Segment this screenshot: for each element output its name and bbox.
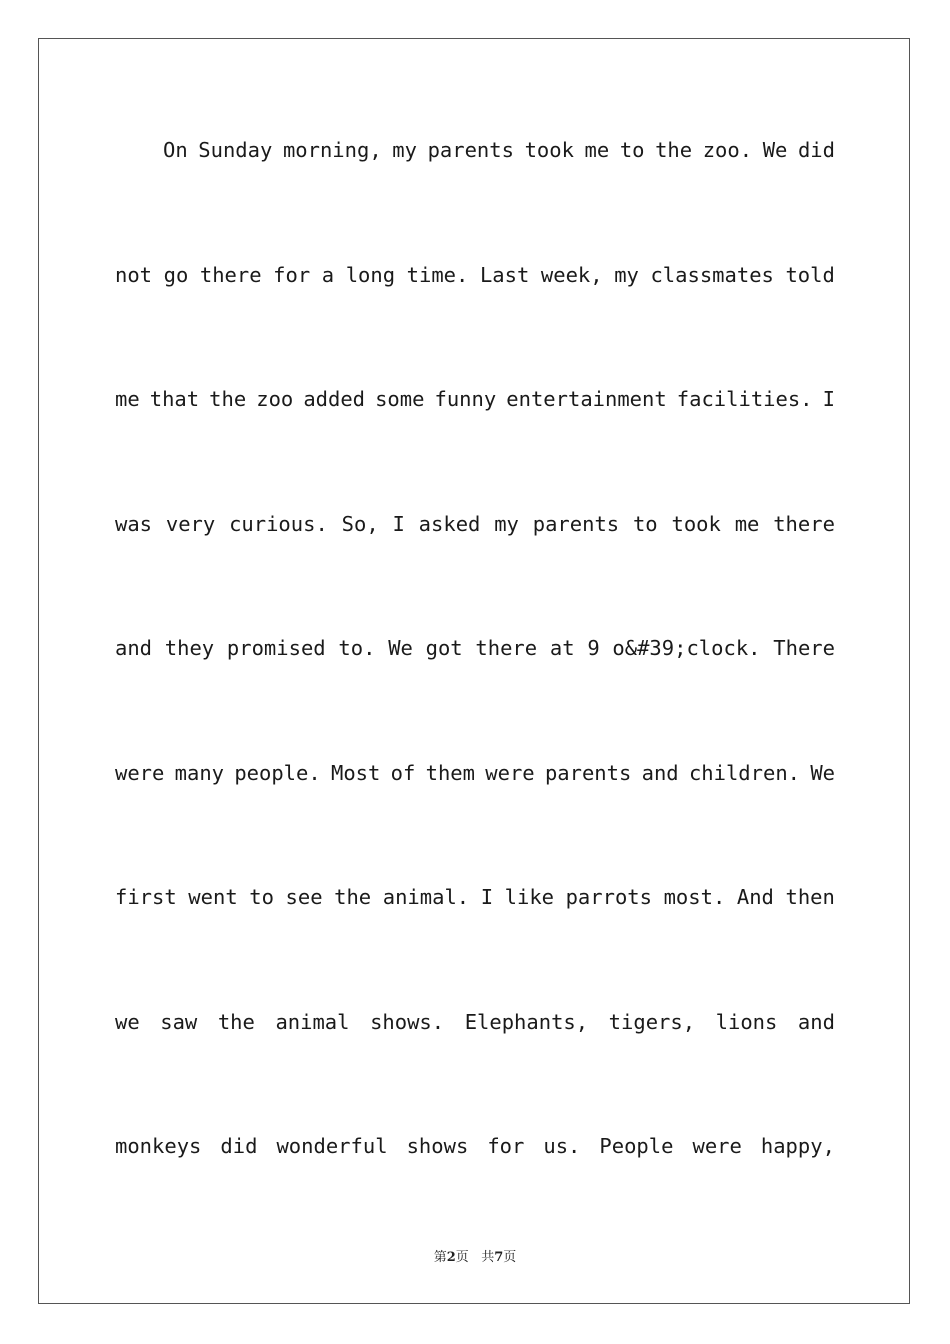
text-word: first xyxy=(115,885,177,909)
text-word: to xyxy=(619,138,645,162)
text-word: were xyxy=(115,761,165,785)
text-word: there xyxy=(475,636,538,660)
text-word: at xyxy=(549,636,575,660)
text-line xyxy=(115,260,835,290)
text-word: went xyxy=(188,885,238,909)
text-word: There xyxy=(773,636,835,660)
text-word: and xyxy=(115,636,153,660)
text-word: me xyxy=(734,512,760,536)
text-word: and xyxy=(797,1010,835,1034)
text-word: asked xyxy=(418,512,481,536)
text-word: most. xyxy=(663,885,726,909)
text-word: there xyxy=(199,263,262,287)
text-line xyxy=(115,633,835,663)
text-word: animal xyxy=(275,1010,350,1034)
text-word: On xyxy=(163,138,188,162)
text-word: facilities. xyxy=(676,387,813,411)
text-word: did xyxy=(220,1134,258,1158)
text-word: curious. xyxy=(229,512,328,536)
text-word: I xyxy=(392,512,405,536)
text-word: see xyxy=(285,885,323,909)
text-word: they xyxy=(164,636,215,660)
text-word: Most xyxy=(331,761,381,785)
text-word: tigers, xyxy=(608,1010,696,1034)
text-word: monkeys xyxy=(115,1134,202,1158)
text-word: entertainment xyxy=(506,387,667,411)
text-word: 9 xyxy=(587,636,600,660)
page-frame xyxy=(38,38,910,1304)
total-page-number: 7 xyxy=(494,1250,504,1265)
text-line xyxy=(115,509,835,539)
text-word: we xyxy=(115,1010,140,1034)
text-word: to xyxy=(632,512,658,536)
text-word: my xyxy=(494,512,519,536)
text-word: of xyxy=(390,761,416,785)
text-word: We xyxy=(810,761,835,785)
text-line xyxy=(115,384,835,414)
page-footer xyxy=(0,1246,950,1265)
text-word: to xyxy=(249,885,274,909)
text-word: classmates xyxy=(650,263,774,287)
text-word: go xyxy=(163,263,189,287)
text-word: parrots xyxy=(565,885,652,909)
text-word: some xyxy=(375,387,425,411)
text-word: Last xyxy=(479,263,530,287)
text-word: me xyxy=(115,387,140,411)
text-line xyxy=(163,135,835,165)
text-word: the xyxy=(217,1010,255,1034)
text-word: And xyxy=(736,885,774,909)
text-word: us. xyxy=(543,1134,581,1158)
footer-total-prefix: 共 xyxy=(481,1250,495,1265)
text-line xyxy=(115,758,835,788)
text-word: saw xyxy=(160,1010,198,1034)
text-word: zoo. xyxy=(702,138,753,162)
text-word: were xyxy=(692,1134,742,1158)
text-word: told xyxy=(785,263,835,287)
text-line xyxy=(115,1131,835,1161)
text-word: added xyxy=(303,387,366,411)
footer-total-word: 页 xyxy=(503,1250,517,1265)
text-line xyxy=(115,1007,835,1037)
text-word: People xyxy=(599,1134,674,1158)
text-word: for xyxy=(273,263,311,287)
text-word: many xyxy=(174,761,225,785)
text-word: I xyxy=(480,885,494,909)
text-word: I xyxy=(822,387,835,411)
text-word: very xyxy=(165,512,216,536)
text-word: Sunday xyxy=(198,138,273,162)
text-word: animal. xyxy=(382,885,470,909)
text-word: there xyxy=(773,512,835,536)
text-word: wonderful xyxy=(276,1134,388,1158)
text-word: promised xyxy=(226,636,326,660)
text-word: took xyxy=(524,138,574,162)
text-word: o&#39;clock. xyxy=(612,636,761,660)
text-word: children. xyxy=(688,761,801,785)
text-word: for xyxy=(487,1134,525,1158)
footer-page-word: 页 xyxy=(455,1250,469,1265)
text-word: then xyxy=(785,885,835,909)
text-word: me xyxy=(584,138,610,162)
text-word: So, xyxy=(341,512,379,536)
text-word: Elephants, xyxy=(464,1010,589,1034)
text-word: got xyxy=(425,636,463,660)
text-word: people. xyxy=(234,761,321,785)
current-page-number: 2 xyxy=(446,1250,456,1265)
text-word: week, xyxy=(540,263,603,287)
text-word: was xyxy=(115,512,153,536)
text-word: the xyxy=(334,885,372,909)
text-word: We xyxy=(388,636,413,660)
text-word: parents xyxy=(544,761,632,785)
text-word: shows xyxy=(406,1134,469,1158)
text-word: happy, xyxy=(760,1134,835,1158)
text-word: parents xyxy=(427,138,514,162)
text-word: were xyxy=(485,761,535,785)
text-word: not xyxy=(115,263,153,287)
text-word: did xyxy=(797,138,835,162)
text-word: parents xyxy=(532,512,620,536)
text-word: that xyxy=(149,387,200,411)
text-word: the xyxy=(655,138,693,162)
text-word: my xyxy=(614,263,639,287)
text-word: time. xyxy=(406,263,469,287)
footer-prefix: 第 xyxy=(433,1250,447,1265)
text-word: We xyxy=(762,138,788,162)
text-word: like xyxy=(504,885,555,909)
text-word: lions xyxy=(715,1010,778,1034)
text-word: my xyxy=(392,138,417,162)
text-word: a xyxy=(321,263,335,287)
text-word: them xyxy=(425,761,475,785)
text-word: morning, xyxy=(282,138,382,162)
text-word: shows. xyxy=(370,1010,445,1034)
text-word: zoo xyxy=(256,387,294,411)
text-word: funny xyxy=(434,387,497,411)
text-word: long xyxy=(345,263,396,287)
text-word: the xyxy=(209,387,247,411)
text-line xyxy=(115,882,835,912)
text-word: took xyxy=(671,512,721,536)
text-word: to. xyxy=(338,636,376,660)
text-word: and xyxy=(641,761,679,785)
